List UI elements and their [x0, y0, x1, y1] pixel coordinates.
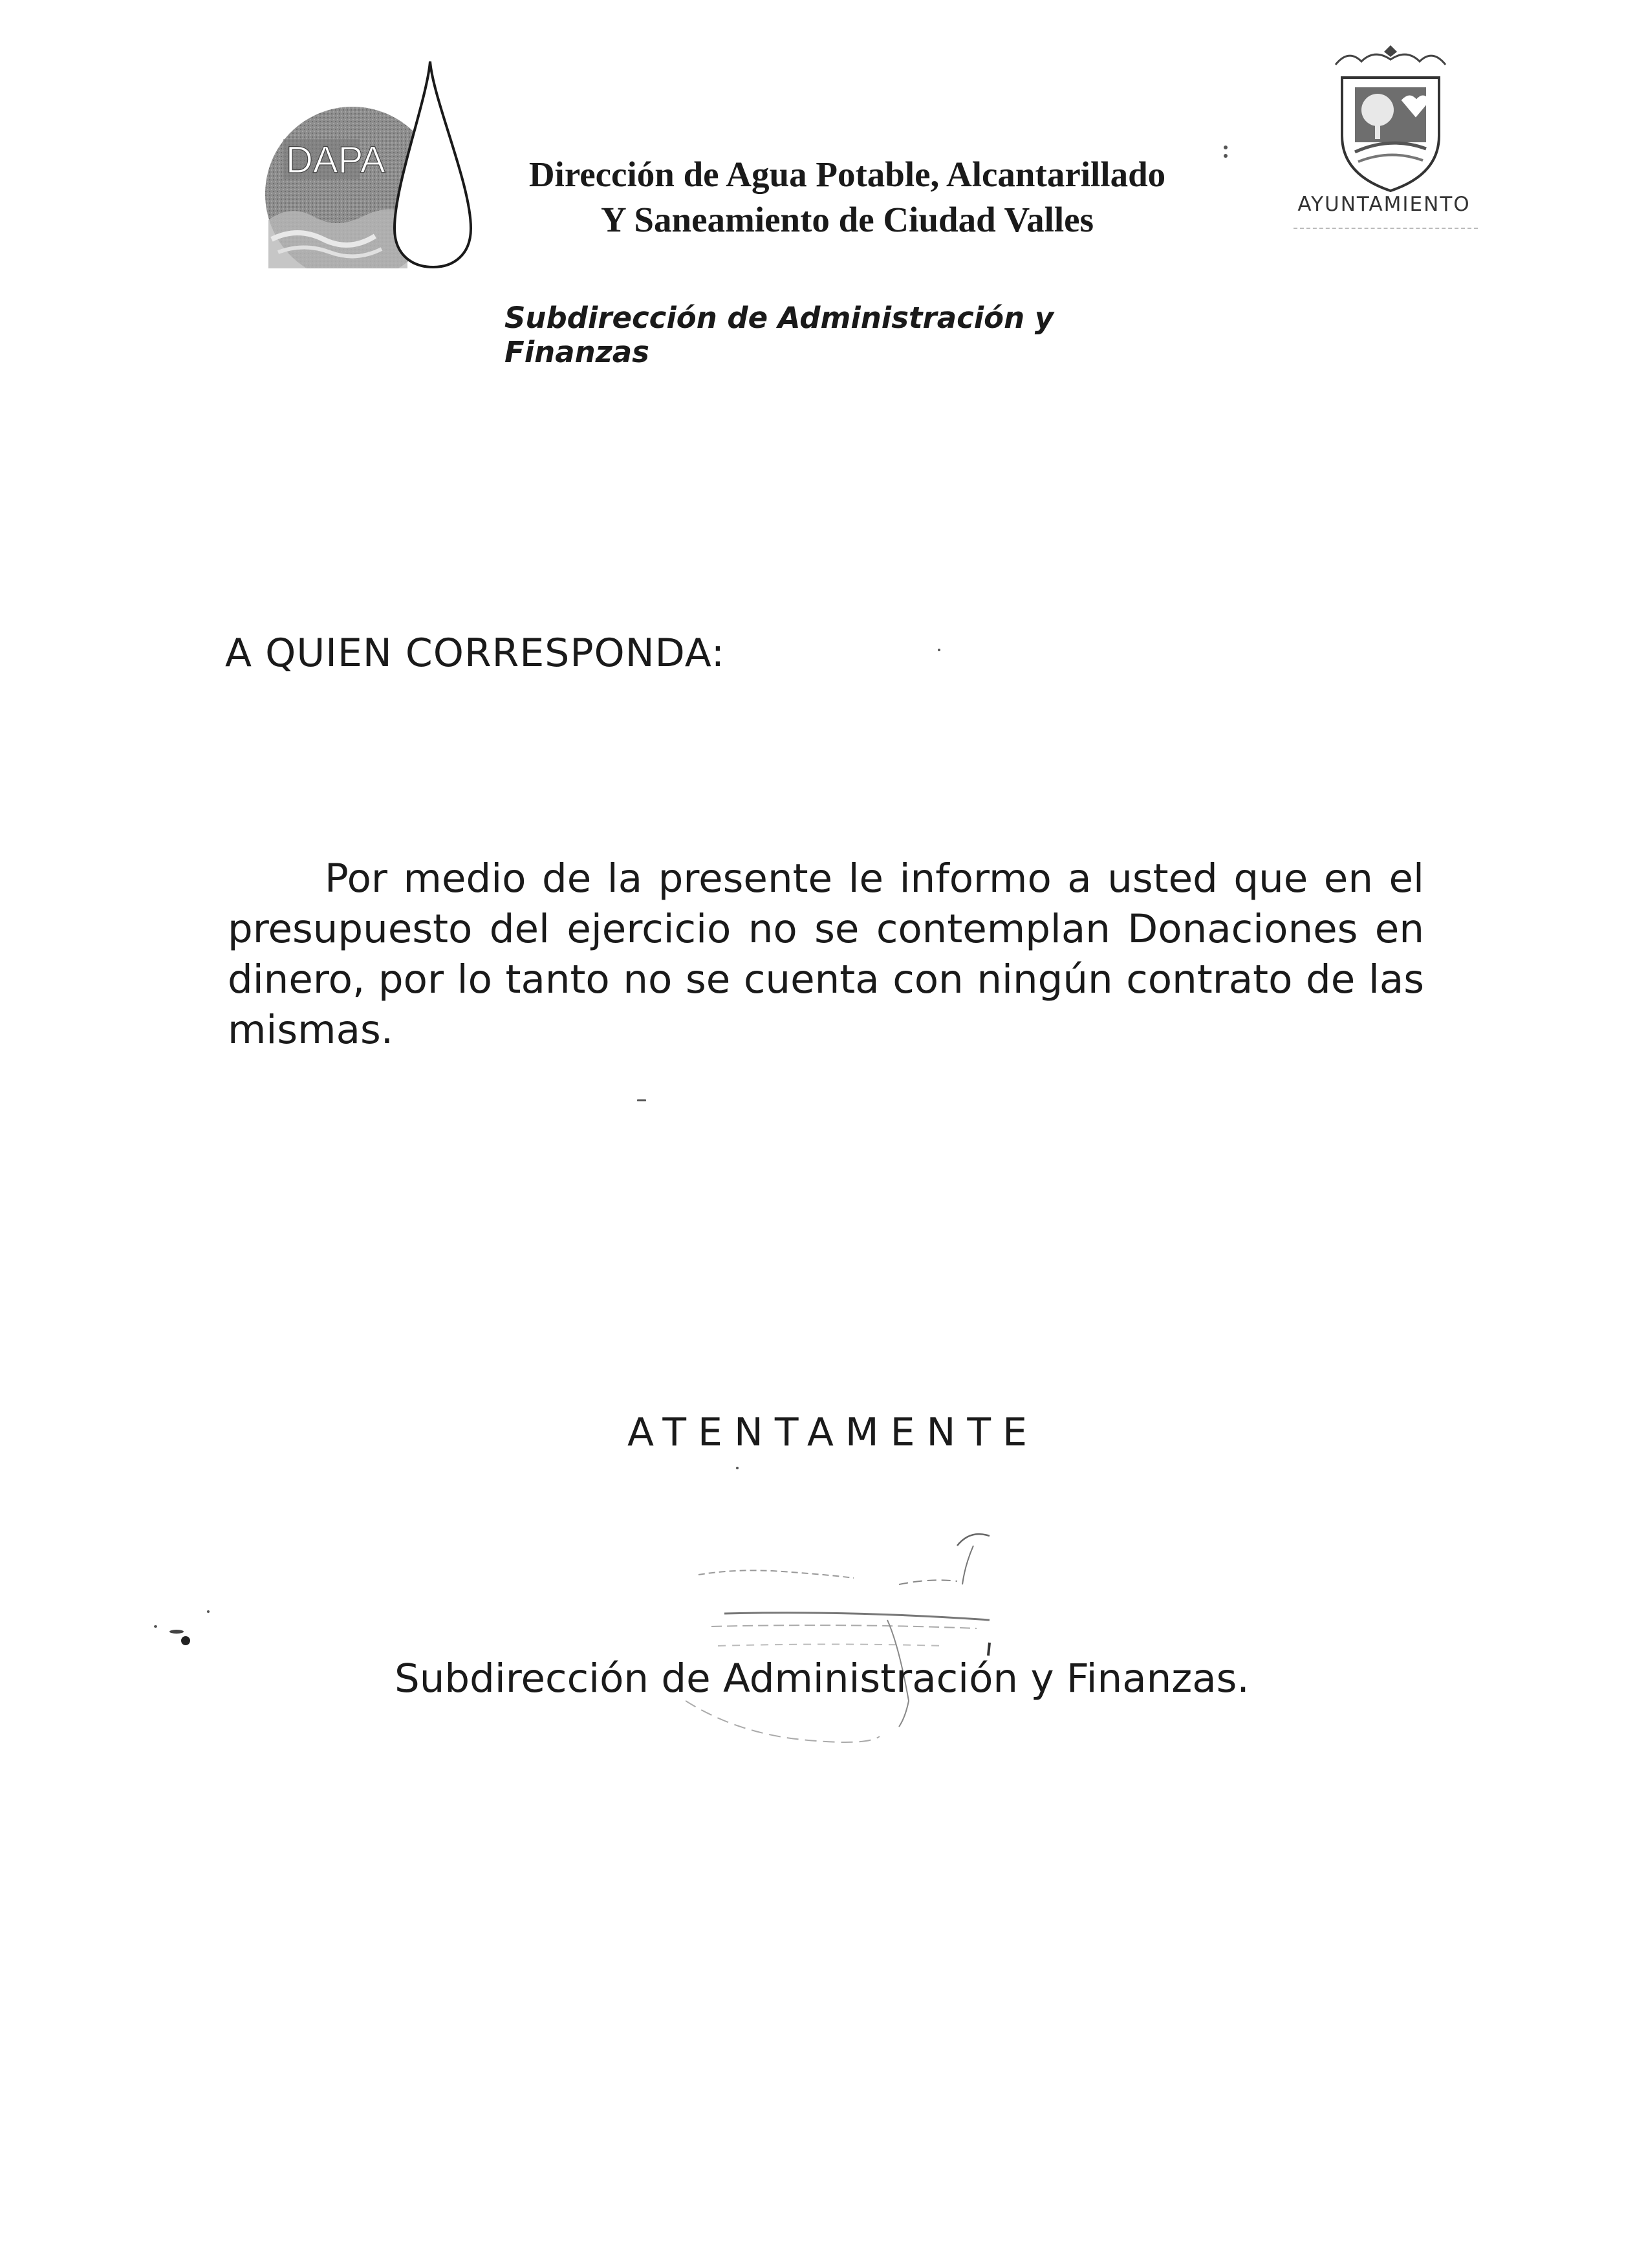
scan-speck — [1224, 146, 1228, 149]
signatory-title: Subdirección de Administración y Finanzas. — [395, 1656, 1250, 1701]
letter-body — [228, 854, 1424, 1055]
dapa-logo-text: DAPA — [286, 139, 385, 181]
department-subtitle: Subdirección de Administración y Finanzas — [504, 301, 1054, 369]
scan-speck — [181, 1636, 190, 1645]
salutation: A QUIEN CORRESPONDA: — [225, 631, 725, 676]
organization-name — [453, 152, 1242, 243]
ayuntamiento-emblem-icon — [1319, 45, 1462, 200]
signature — [686, 1507, 1099, 1785]
scan-speck — [938, 649, 940, 651]
scan-speck — [637, 1099, 646, 1101]
ayuntamiento-label: AYUNTAMIENTO — [1297, 193, 1471, 216]
organization-name-line-2: Y Saneamiento de Ciudad Valles — [601, 200, 1094, 239]
scan-speck — [1224, 154, 1228, 158]
letter-body-text: Por medio de la presente le informo a usted que en el presupuesto del ejercicio no se contemplan Donaciones en dinero, por lo tanto no se cuenta con ningún contrato de las mismas. — [228, 856, 1424, 1053]
scan-speck — [736, 1467, 739, 1469]
dapa-logo — [265, 55, 485, 268]
scan-speck — [169, 1630, 184, 1634]
emblem-divider — [1294, 228, 1478, 229]
organization-name-line-1: Dirección de Agua Potable, Alcantarillado — [528, 155, 1166, 194]
scan-speck — [154, 1625, 157, 1628]
closing: ATENTAMENTE — [627, 1410, 1039, 1455]
scan-speck — [207, 1610, 210, 1613]
